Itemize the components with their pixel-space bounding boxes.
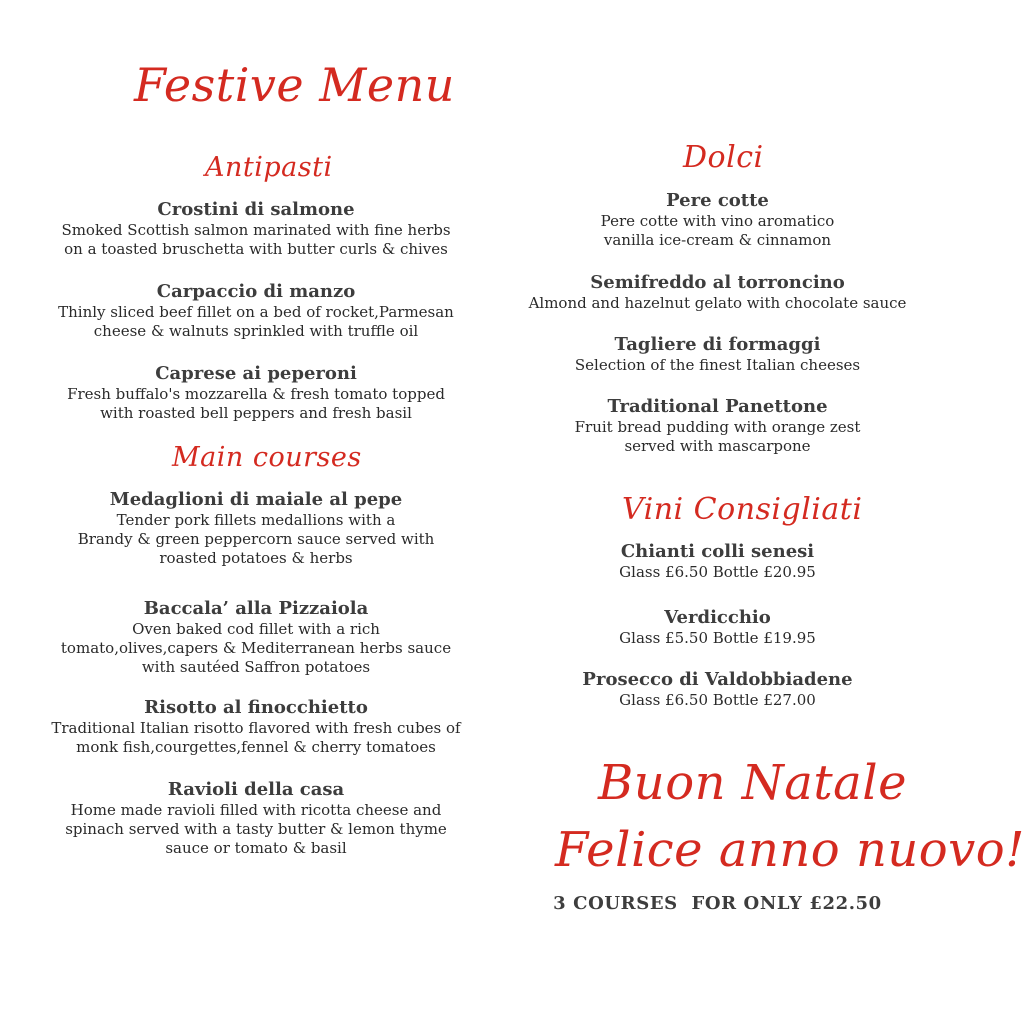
dolci-section bbox=[515, 190, 920, 456]
dish-item bbox=[40, 281, 472, 341]
dish-description-line: Home made ravioli filled with ricotta cheese and bbox=[70, 801, 442, 819]
dish-description-line: Thinly sliced beef fillet on a bed of rocket,Parmesan bbox=[58, 303, 454, 321]
dish-name: Caprese ai peperoni bbox=[155, 363, 357, 384]
antipasti-heading: Antipasti bbox=[205, 152, 333, 183]
dish-name: Semifreddo al torroncino bbox=[590, 272, 845, 293]
greeting-buon-natale: Buon Natale bbox=[598, 755, 908, 811]
dish-description-line: Tender pork fillets medallions with a bbox=[116, 511, 396, 529]
dish-description-line: Traditional Italian risotto flavored with fresh cubes of bbox=[51, 719, 461, 737]
dish-description-line: with roasted bell peppers and fresh basil bbox=[100, 404, 412, 422]
antipasti-section bbox=[40, 199, 472, 423]
dish-item bbox=[40, 697, 472, 757]
wine-item bbox=[515, 669, 920, 710]
dish-name: Baccala’ alla Pizzaiola bbox=[143, 598, 369, 619]
dish-description-line: Fresh buffalo's mozzarella & fresh tomato topped bbox=[67, 385, 445, 403]
dish-description-line: with sautéed Saffron potatoes bbox=[141, 658, 371, 676]
dish-description-line: monk fish,courgettes,fennel & cherry tomatoes bbox=[76, 738, 436, 756]
dish-name: Risotto al finocchietto bbox=[144, 697, 368, 718]
wine-name: Chianti colli senesi bbox=[620, 541, 815, 562]
menu-title: Festive Menu bbox=[134, 58, 455, 112]
price-banner: 3 COURSES FOR ONLY £22.50 bbox=[553, 893, 882, 914]
wine-price: Glass £5.50 Bottle £19.95 bbox=[619, 629, 816, 647]
dish-item bbox=[40, 489, 472, 568]
dish-description-line: tomato,olives,capers & Mediterranean herbs sauce bbox=[60, 639, 452, 657]
dish-description-line: vanilla ice-cream & cinnamon bbox=[603, 231, 832, 249]
dish-description-line: spinach served with a tasty butter & lemon thyme bbox=[65, 820, 447, 838]
dish-name: Ravioli della casa bbox=[167, 779, 345, 800]
wine-name: Prosecco di Valdobbiadene bbox=[582, 669, 853, 690]
dish-item bbox=[515, 272, 920, 313]
dish-item bbox=[40, 363, 472, 423]
main-courses-section bbox=[40, 489, 472, 858]
dish-name: Carpaccio di manzo bbox=[156, 281, 356, 302]
dish-description-line: Selection of the finest Italian cheeses bbox=[574, 356, 861, 374]
wine-price: Glass £6.50 Bottle £20.95 bbox=[619, 563, 816, 581]
wine-item bbox=[515, 541, 920, 582]
greeting-felice-anno-nuovo: Felice anno nuovo! bbox=[555, 822, 1025, 878]
dish-description-line: Brandy & green peppercorn sauce served with bbox=[77, 530, 435, 548]
vini-heading: Vini Consigliati bbox=[622, 492, 863, 527]
dish-description-line: sauce or tomato & basil bbox=[165, 839, 347, 857]
dish-name: Tagliere di formaggi bbox=[614, 334, 821, 355]
wine-item bbox=[515, 607, 920, 648]
dish-description-line: served with mascarpone bbox=[624, 437, 811, 455]
dish-item bbox=[515, 334, 920, 375]
dish-item bbox=[40, 598, 472, 677]
dish-description-line: Almond and hazelnut gelato with chocolate sauce bbox=[528, 294, 907, 312]
dish-item bbox=[40, 199, 472, 259]
dish-description-line: on a toasted bruschetta with butter curls & chives bbox=[64, 240, 448, 258]
dish-description-line: Oven baked cod fillet with a rich bbox=[132, 620, 380, 638]
dish-name: Medaglioni di maiale al pepe bbox=[109, 489, 403, 510]
dish-description-line: cheese & walnuts sprinkled with truffle oil bbox=[93, 322, 419, 340]
dish-description-line: roasted potatoes & herbs bbox=[159, 549, 353, 567]
dish-description-line: Fruit bread pudding with orange zest bbox=[574, 418, 861, 436]
vini-section bbox=[515, 541, 920, 710]
dish-item bbox=[515, 190, 920, 250]
dish-name: Crostini di salmone bbox=[157, 199, 355, 220]
wine-price: Glass £6.50 Bottle £27.00 bbox=[619, 691, 816, 709]
dish-description-line: Pere cotte with vino aromatico bbox=[600, 212, 835, 230]
dolci-heading: Dolci bbox=[683, 140, 764, 175]
wine-name: Verdicchio bbox=[664, 607, 771, 628]
dish-item bbox=[40, 779, 472, 858]
dish-name: Traditional Panettone bbox=[607, 396, 828, 417]
main-courses-heading: Main courses bbox=[172, 442, 362, 473]
dish-description-line: Smoked Scottish salmon marinated with fine herbs bbox=[61, 221, 451, 239]
dish-name: Pere cotte bbox=[666, 190, 769, 211]
dish-item bbox=[515, 396, 920, 456]
